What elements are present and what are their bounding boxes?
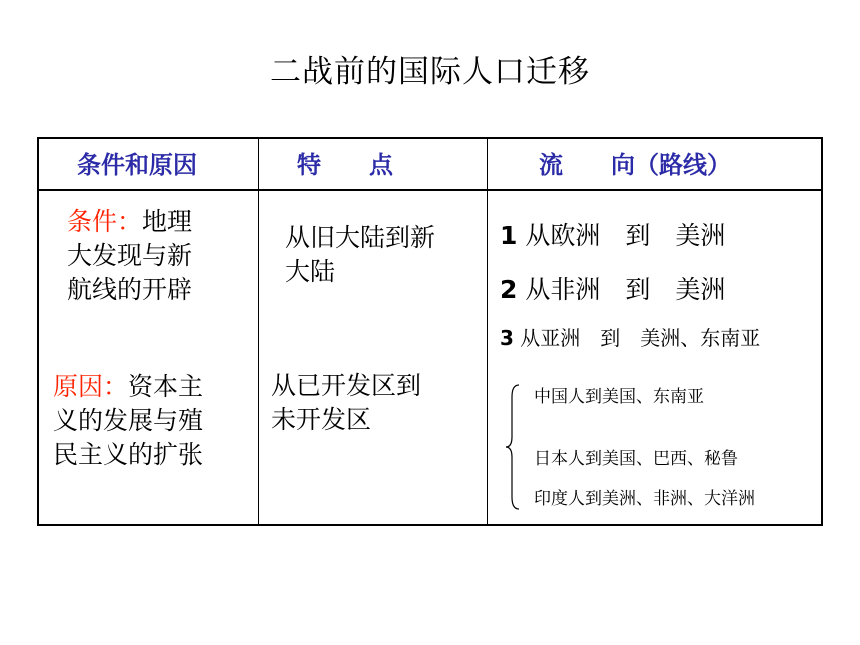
- route-2-number: 2: [500, 275, 518, 304]
- page-title: 二战前的国际人口迁移: [270, 54, 590, 90]
- reasons-block: [53, 370, 203, 472]
- route-1: [500, 216, 725, 252]
- route-3-number: 3: [500, 326, 514, 350]
- route-2: [500, 270, 725, 306]
- reasons-label: 原因：: [53, 372, 129, 401]
- header-divider: [39, 189, 821, 191]
- feature-1-line2: 大陆: [285, 257, 336, 286]
- conditions-line3: 航线的开辟: [67, 275, 193, 304]
- feature-2: [271, 369, 421, 437]
- route-1-text: 从欧洲 到 美洲: [517, 221, 726, 250]
- reasons-line1: 资本主: [128, 372, 204, 401]
- conditions-block: [67, 205, 192, 307]
- feature-1: [285, 221, 435, 289]
- feature-1-line1: 从旧大陆到新: [285, 223, 436, 252]
- sub-route-2: 日本人到美国、巴西、秘鲁: [534, 449, 738, 469]
- route-3-text: 从亚洲 到 美洲、东南亚: [513, 326, 761, 350]
- route-1-number: 1: [500, 221, 518, 250]
- conditions-line2: 大发现与新: [67, 241, 193, 270]
- header-conditions: 条件和原因: [77, 151, 197, 179]
- feature-2-line1: 从已开发区到: [271, 371, 422, 400]
- column-divider-1: [258, 139, 259, 524]
- conditions-line1: 地理: [142, 207, 193, 236]
- feature-2-line2: 未开发区: [271, 405, 372, 434]
- curly-brace-icon: [505, 383, 525, 511]
- route-2-text: 从非洲 到 美洲: [517, 275, 726, 304]
- migration-table: [37, 137, 823, 526]
- sub-route-1: 中国人到美国、东南亚: [534, 387, 704, 407]
- route-3: [500, 322, 760, 351]
- sub-route-3: 印度人到美洲、非洲、大洋洲: [534, 489, 755, 509]
- reasons-line3: 民主义的扩张: [53, 440, 204, 469]
- reasons-line2: 义的发展与殖: [53, 406, 204, 435]
- conditions-label: 条件：: [67, 207, 143, 236]
- header-features: 特 点: [297, 151, 393, 179]
- header-routes: 流 向（路线）: [539, 151, 731, 179]
- column-divider-2: [487, 139, 488, 524]
